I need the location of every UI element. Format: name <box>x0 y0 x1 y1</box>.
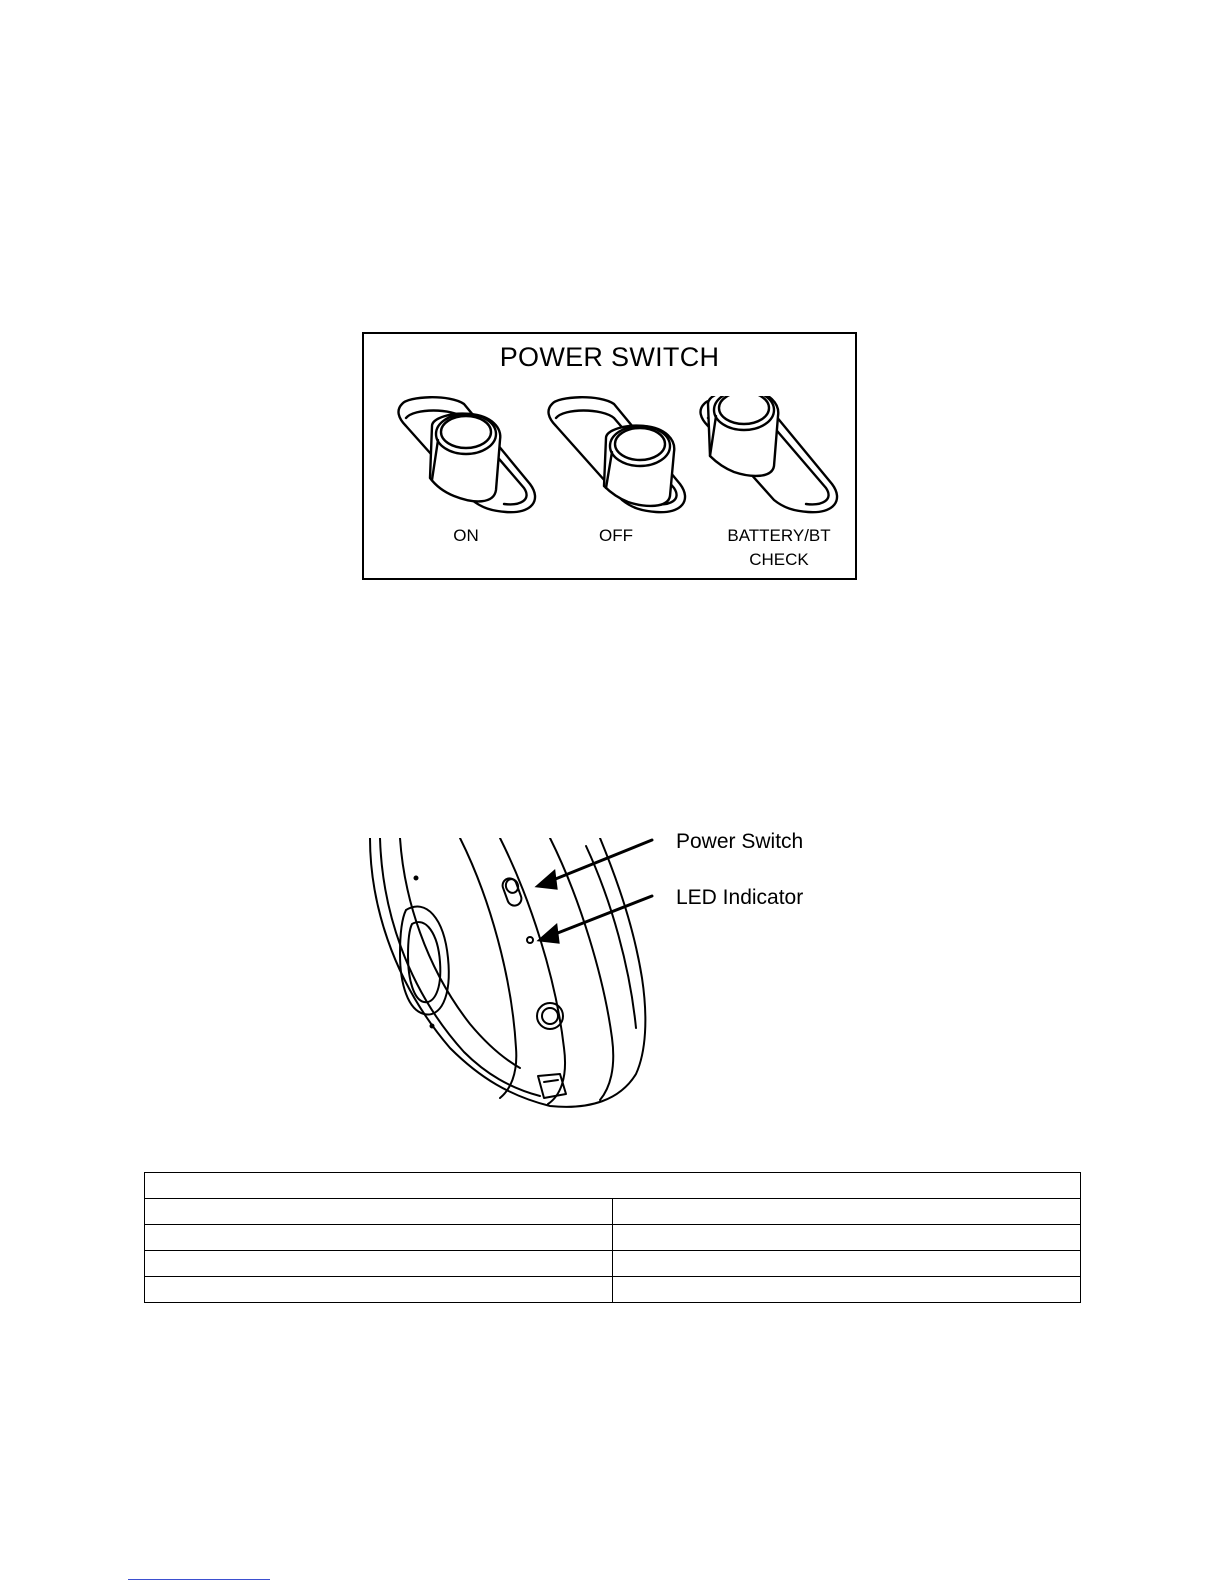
footnote-separator <box>128 1579 270 1580</box>
table-row <box>145 1277 1081 1303</box>
info-table <box>144 1172 1081 1303</box>
switch-on-icon <box>392 396 542 526</box>
switch-label-on: ON <box>453 526 479 545</box>
table-cell <box>145 1277 613 1303</box>
table-cell <box>613 1225 1081 1251</box>
table-cell <box>145 1199 613 1225</box>
power-switch-panel <box>362 332 857 580</box>
switch-label-off: OFF <box>599 526 633 545</box>
table-cell <box>145 1251 613 1277</box>
table-cell <box>613 1199 1081 1225</box>
callout-led-indicator: LED Indicator <box>676 886 804 909</box>
table-cell <box>613 1251 1081 1277</box>
table-cell <box>613 1277 1081 1303</box>
table-cell <box>145 1225 613 1251</box>
switch-label-battery-line2: CHECK <box>749 550 809 569</box>
callout-power-switch: Power Switch <box>676 830 804 853</box>
callout-arrows <box>520 830 670 960</box>
switch-off-icon <box>542 396 692 526</box>
panel-title: POWER SWITCH <box>499 342 720 372</box>
table-header-row <box>145 1173 1081 1199</box>
table-row <box>145 1251 1081 1277</box>
switch-label-battery-check <box>714 524 844 572</box>
table-row <box>145 1225 1081 1251</box>
table-row <box>145 1199 1081 1225</box>
table-header-cell <box>145 1173 1081 1199</box>
switch-battery-check-icon <box>694 396 844 526</box>
switch-label-battery-line1: BATTERY/BT <box>727 526 831 545</box>
